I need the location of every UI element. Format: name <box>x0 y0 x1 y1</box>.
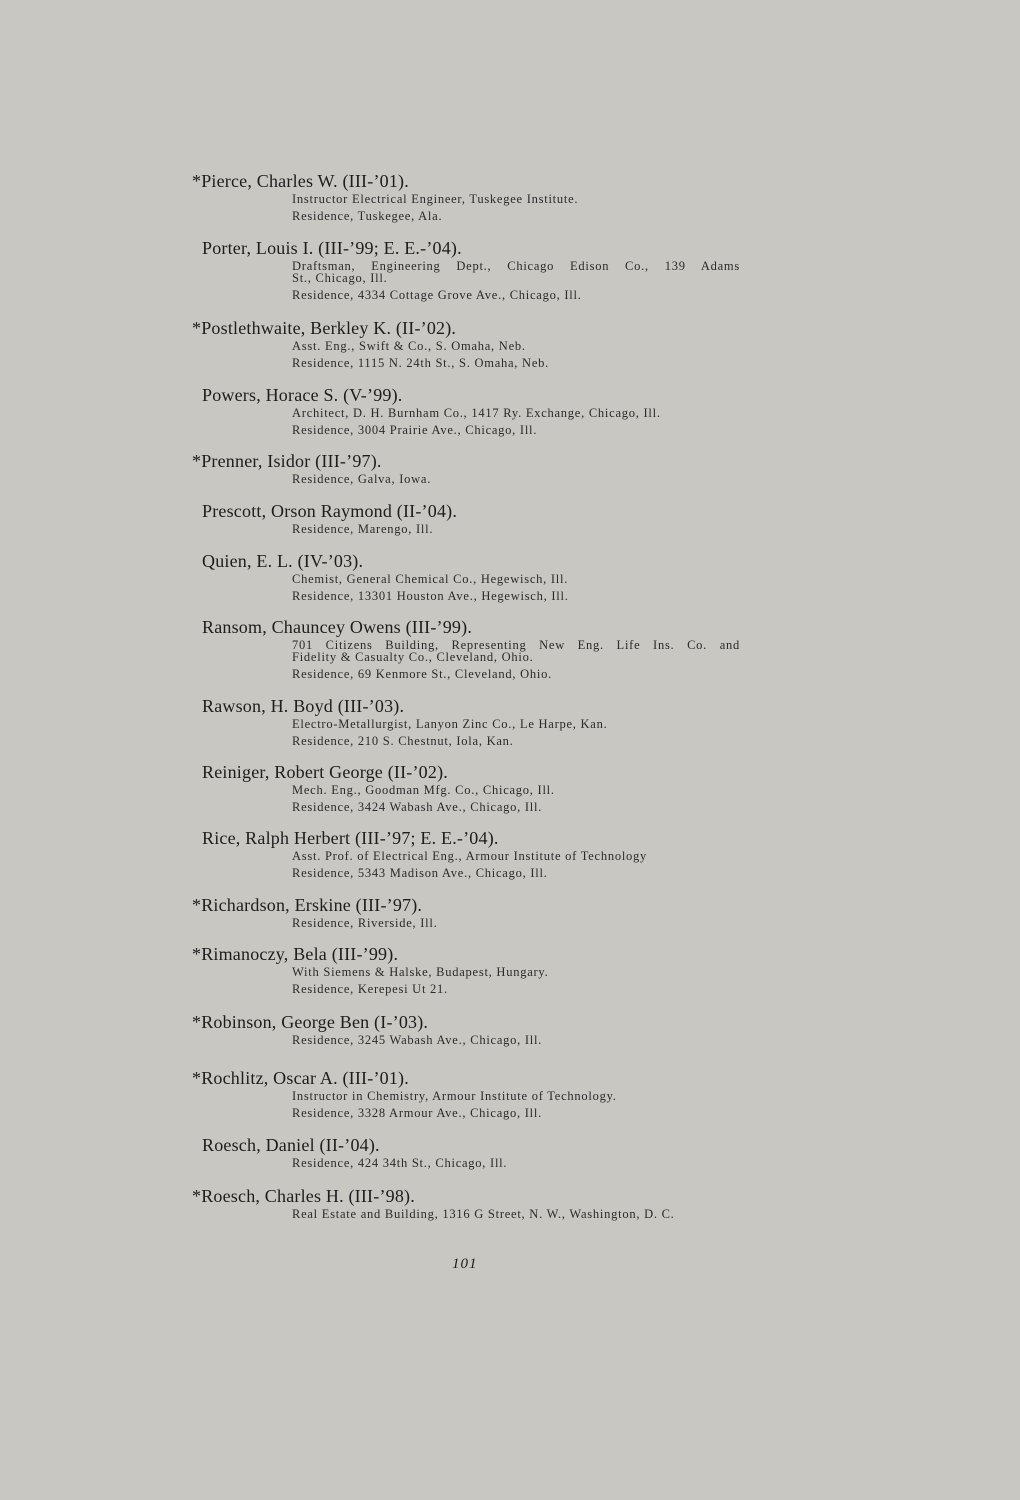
entry-details <box>292 966 752 1000</box>
entry-name: *Rimanoczy, Bela (III-’99). <box>192 944 399 964</box>
detail-line: Instructor Electrical Engineer, Tuskegee Institute. <box>292 192 579 206</box>
detail-line: Instructor in Chemistry, Armour Institute of Technology. <box>292 1089 617 1103</box>
detail-line: With Siemens & Halske, Budapest, Hungary. <box>292 965 549 979</box>
entry-name: *Richardson, Erskine (III-’97). <box>192 895 423 915</box>
detail-line: Residence, Marengo, Ill. <box>292 522 434 536</box>
entry-details <box>292 1034 752 1051</box>
detail-paragraph <box>292 966 752 978</box>
detail-paragraph <box>292 1090 752 1102</box>
entry-name: *Postlethwaite, Berkley K. (II-’02). <box>192 318 457 338</box>
detail-line: Chemist, General Chemical Co., Hegewisch, Ill. <box>292 572 569 586</box>
detail-line: Residence, 4334 Cottage Grove Ave., Chicago, Ill. <box>292 288 582 302</box>
detail-line: Mech. Eng., Goodman Mfg. Co., Chicago, Ill. <box>292 783 555 797</box>
detail-paragraph <box>292 260 752 284</box>
detail-line: St., Chicago, Ill. <box>292 271 388 285</box>
detail-paragraph <box>292 289 752 301</box>
entry-name: Quien, E. L. (IV-’03). <box>202 551 364 571</box>
entry-name: Prescott, Orson Raymond (II-’04). <box>202 501 458 521</box>
entry-details <box>292 573 752 607</box>
entry-name: Rawson, H. Boyd (III-’03). <box>202 696 405 716</box>
detail-paragraph <box>292 473 752 485</box>
entry-details <box>292 193 752 227</box>
entry-name: *Pierce, Charles W. (III-’01). <box>192 171 409 191</box>
detail-line: Residence, Tuskegee, Ala. <box>292 209 443 223</box>
detail-line: Real Estate and Building, 1316 G Street, N. W., Washington, D. C. <box>292 1207 675 1221</box>
detail-paragraph <box>292 407 752 419</box>
detail-paragraph <box>292 784 752 796</box>
entry-name: Ransom, Chauncey Owens (III-’99). <box>202 617 473 637</box>
detail-paragraph <box>292 718 752 730</box>
entry-name: Roesch, Daniel (II-’04). <box>202 1135 380 1155</box>
entry-details <box>292 850 752 884</box>
entry-details <box>292 523 752 540</box>
detail-line: Residence, 424 34th St., Chicago, Ill. <box>292 1156 508 1170</box>
detail-paragraph <box>292 590 752 602</box>
detail-line: Fidelity & Casualty Co., Cleveland, Ohio. <box>292 650 534 664</box>
entry-details <box>292 1208 752 1225</box>
detail-paragraph <box>292 340 752 352</box>
detail-paragraph <box>292 1157 752 1169</box>
detail-paragraph <box>292 850 752 862</box>
detail-paragraph <box>292 1208 752 1220</box>
page-number: 101 <box>452 1256 478 1272</box>
entry-name: *Roesch, Charles H. (III-’98). <box>192 1186 415 1206</box>
entry-details <box>292 473 752 490</box>
entry-name: *Prenner, Isidor (III-’97). <box>192 451 382 471</box>
detail-paragraph <box>292 867 752 879</box>
detail-paragraph <box>292 639 752 663</box>
entry-details <box>292 1090 752 1124</box>
entry-details <box>292 260 752 306</box>
detail-line: Residence, 69 Kenmore St., Cleveland, Ohio. <box>292 667 552 681</box>
entry-name: Porter, Louis I. (III-’99; E. E.-’04). <box>202 238 462 258</box>
entry-name: Powers, Horace S. (V-’99). <box>202 385 403 405</box>
detail-line: Draftsman, Engineering Dept., Chicago Edison Co., 139 Adams <box>292 259 740 273</box>
entry-details <box>292 340 752 374</box>
detail-line: Residence, 3424 Wabash Ave., Chicago, Ill. <box>292 800 543 814</box>
detail-line: Asst. Prof. of Electrical Eng., Armour Institute of Technology <box>292 849 648 863</box>
entry-name: *Robinson, George Ben (I-’03). <box>192 1012 429 1032</box>
detail-paragraph <box>292 523 752 535</box>
entry-details <box>292 639 752 685</box>
detail-line: Residence, 13301 Houston Ave., Hegewisch, Ill. <box>292 589 569 603</box>
detail-line: Residence, 210 S. Chestnut, Iola, Kan. <box>292 734 514 748</box>
entry-name: *Rochlitz, Oscar A. (III-’01). <box>192 1068 409 1088</box>
detail-line: Residence, Galva, Iowa. <box>292 472 432 486</box>
detail-line: Residence, 3245 Wabash Ave., Chicago, Ill. <box>292 1033 543 1047</box>
detail-paragraph <box>292 983 752 995</box>
detail-line: Electro-Metallurgist, Lanyon Zinc Co., Le Harpe, Kan. <box>292 717 608 731</box>
detail-paragraph <box>292 424 752 436</box>
detail-paragraph <box>292 668 752 680</box>
entry-details <box>292 718 752 752</box>
detail-paragraph <box>292 801 752 813</box>
detail-line: Residence, Riverside, Ill. <box>292 916 438 930</box>
entry-details <box>292 784 752 818</box>
entry-name: Reiniger, Robert George (II-’02). <box>202 762 448 782</box>
entry-name: Rice, Ralph Herbert (III-’97; E. E.-’04). <box>202 828 499 848</box>
entry-details <box>292 1157 752 1174</box>
detail-line: Residence, 1115 N. 24th St., S. Omaha, Neb. <box>292 356 549 370</box>
entry-details <box>292 917 752 934</box>
detail-paragraph <box>292 1034 752 1046</box>
entry-details <box>292 407 752 441</box>
detail-paragraph <box>292 357 752 369</box>
detail-line: Residence, Kerepesi Ut 21. <box>292 982 448 996</box>
detail-line: Residence, 5343 Madison Ave., Chicago, Ill. <box>292 866 548 880</box>
detail-line: Architect, D. H. Burnham Co., 1417 Ry. Exchange, Chicago, Ill. <box>292 406 661 420</box>
detail-line: Residence, 3328 Armour Ave., Chicago, Ill. <box>292 1106 542 1120</box>
detail-paragraph <box>292 1107 752 1119</box>
detail-paragraph <box>292 735 752 747</box>
detail-line: 701 Citizens Building, Representing New Eng. Life Ins. Co. and <box>292 638 740 652</box>
detail-line: Residence, 3004 Prairie Ave., Chicago, Ill. <box>292 423 538 437</box>
detail-line: Asst. Eng., Swift & Co., S. Omaha, Neb. <box>292 339 526 353</box>
detail-paragraph <box>292 917 752 929</box>
detail-paragraph <box>292 193 752 205</box>
detail-paragraph <box>292 210 752 222</box>
detail-paragraph <box>292 573 752 585</box>
